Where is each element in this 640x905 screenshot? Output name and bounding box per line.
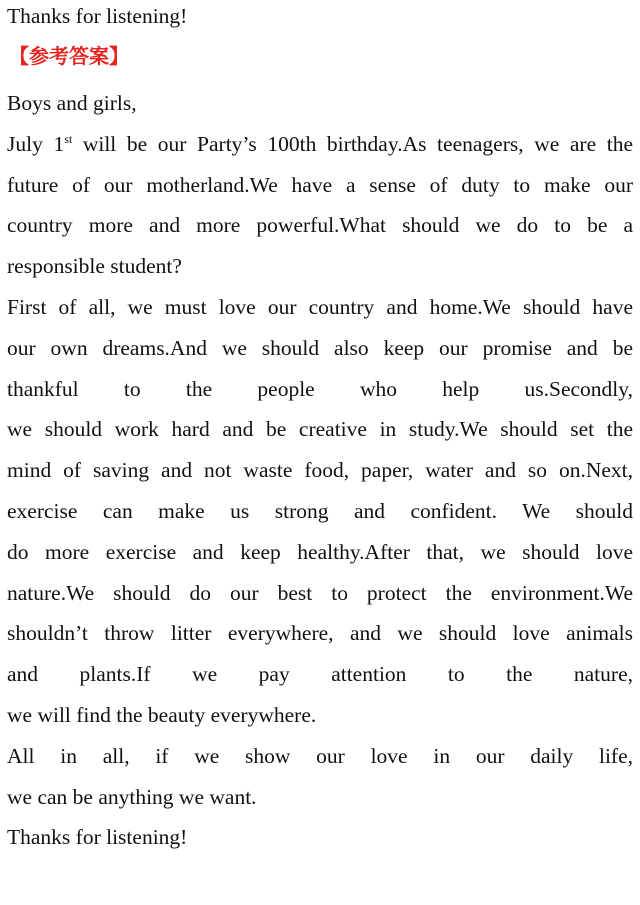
essay-line: responsible student?: [7, 254, 182, 278]
essay-greeting: Boys and girls,: [7, 91, 137, 115]
essay-line-part: will be our Party’s 100th birthday.As teenagers, we are the: [72, 132, 633, 156]
essay-line: we should work hard and be creative in study.We should set the: [7, 417, 633, 441]
essay-line: First of all, we must love our country and home.We should have: [7, 295, 633, 319]
essay-line: our own dreams.And we should also keep our promise and be: [7, 336, 633, 360]
essay-line: do more exercise and keep healthy.After that, we should love: [7, 540, 633, 564]
essay-line: nature.We should do our best to protect the environment.We: [7, 581, 633, 605]
essay-closing: Thanks for listening!: [7, 825, 188, 849]
previous-closing-line: Thanks for listening!: [7, 4, 188, 28]
ordinal-suffix: st: [64, 132, 73, 146]
essay-line: mind of saving and not waste food, paper, water and so on.Next,: [7, 458, 633, 482]
essay-line: exercise can make us strong and confident. We should: [7, 499, 633, 523]
answer-heading: 【参考答案】: [9, 44, 129, 68]
essay-line: thankful to the people who help us.Secondly,: [7, 377, 633, 401]
essay-line: we will find the beauty everywhere.: [7, 703, 317, 727]
essay-line: country more and more powerful.What should we do to be a: [7, 213, 633, 237]
essay-line: we can be anything we want.: [7, 785, 257, 809]
essay-line: [7, 129, 633, 159]
essay-line: All in all, if we show our love in our daily life,: [7, 744, 633, 768]
essay-line-part: July 1: [7, 132, 65, 156]
essay-line: shouldn’t throw litter everywhere, and we should love animals: [7, 621, 633, 645]
essay-line: future of our motherland.We have a sense of duty to make our: [7, 173, 633, 197]
essay-line: and plants.If we pay attention to the nature,: [7, 662, 633, 686]
